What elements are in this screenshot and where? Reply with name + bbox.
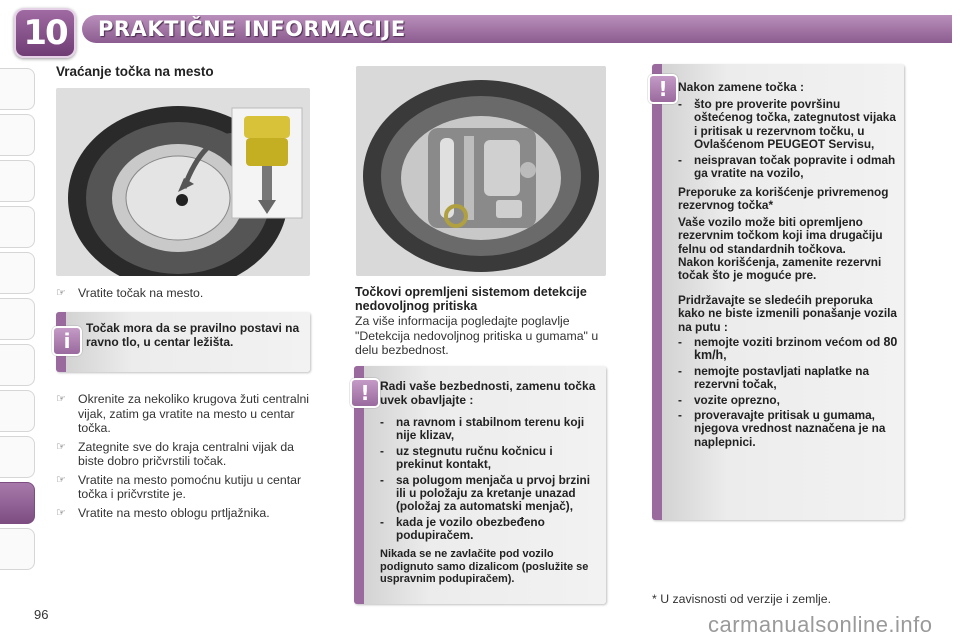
- spare-wheel-image: [56, 88, 310, 276]
- temp-spare-para-3: Pridržavajte se sledećih preporuka kako ne biste izmenili ponašanje vozila na putu :: [678, 293, 897, 334]
- list-item: ☞ Vratite na mesto oblogu prtljažnika.: [56, 505, 270, 520]
- safety-warning-footer: Nikada se ne zavlačite pod vozilo podignuto samo dizalicom (poslužite se uspravnim podupiračem).: [380, 548, 589, 586]
- chapter-badge: 10: [14, 8, 76, 58]
- bullet-icon: ☞: [56, 473, 66, 486]
- list-item: - proveravajte pritisak u gumama, njegova vrednost naznačena je na naplepnici.: [678, 408, 886, 449]
- safety-warning-title: Radi vaše bezbednosti, zamenu točka uvek obavljajte :: [380, 379, 596, 407]
- info-icon: i: [52, 326, 82, 356]
- temp-spare-para-1: Vaše vozilo može biti opremljeno rezervnim točkom koji ima drugačiju felnu od standardnih točkova.: [678, 215, 883, 256]
- safety-warning-box: [354, 366, 606, 604]
- side-tab[interactable]: [0, 344, 35, 386]
- bullet-icon: ☞: [56, 440, 66, 453]
- bullet-refit-wheel: ☞ Vratite točak na mesto.: [56, 286, 204, 300]
- side-tab-active[interactable]: [0, 482, 35, 524]
- section-title-pressure-detection: Točkovi opremljeni sistemom detekcije nedovoljnog pritiska: [355, 285, 587, 313]
- list-item: - neispravan točak popravite i odmah ga vratite na vozilo,: [678, 152, 896, 181]
- list-item: ☞ Okrenite za nekoliko krugova žuti centralni vijak, zatim ga vratite na mesto u centar točka.: [56, 392, 310, 435]
- wheel-tools-illustration: [356, 66, 606, 276]
- list-item: ☞ Zategnite sve do kraja centralni vijak da biste dobro pričvrstili točak.: [56, 439, 294, 468]
- page-number: 96: [34, 607, 49, 622]
- side-tab[interactable]: [0, 252, 35, 294]
- spare-wheel-illustration: [56, 88, 310, 276]
- list-item: ☞ Vratite na mesto pomoćnu kutiju u centar točka i pričvrstite je.: [56, 472, 302, 501]
- warning-icon: !: [350, 378, 380, 408]
- procedure-list: [56, 392, 311, 520]
- section-title-wheel-refit: Vraćanje točka na mesto: [56, 64, 214, 79]
- info-box: [56, 312, 310, 372]
- side-tab[interactable]: [0, 436, 35, 478]
- bullet-icon: ☞: [56, 287, 66, 299]
- list-item: - što pre proverite površinu oštećenog točka, zategnutost vijaka i pritisak u rezervnom točku, u Ovlašćenom PEUGEOT Servisu,: [678, 97, 896, 152]
- speed-limit: 80 km/h: [694, 335, 898, 363]
- bullet-icon: ☞: [56, 506, 66, 519]
- watermark: carmanualsonline.info: [708, 612, 933, 637]
- list-item: - uz stegnutu ručnu kočnicu i prekinut kontakt,: [380, 443, 553, 472]
- after-change-title: Nakon zamene točka :: [678, 80, 805, 94]
- bullet-icon: ☞: [56, 393, 66, 405]
- after-change-list: [678, 98, 900, 180]
- temp-spare-subtitle: Preporuke za korišćenje privremenog rezervnog točka*: [678, 185, 889, 213]
- driving-recommendations-list: [678, 336, 900, 449]
- safety-warning-list: [380, 416, 602, 543]
- side-tab[interactable]: [0, 160, 35, 202]
- side-tab[interactable]: [0, 298, 35, 340]
- list-item: - vozite oprezno,: [678, 392, 780, 407]
- list-item: - nemojte postavljati naplatke na rezervni točak,: [678, 363, 870, 392]
- side-tab[interactable]: [0, 390, 35, 432]
- pressure-detection-text: Za više informacija pogledajte poglavlje "Detekcija nedovoljnog pritiska u gumama" u delu bezbednost.: [355, 314, 599, 357]
- side-tab[interactable]: [0, 528, 35, 570]
- side-tab[interactable]: [0, 68, 35, 110]
- footnote: * U zavisnosti od verzije i zemlje.: [652, 592, 832, 606]
- list-item: - kada je vozilo obezbeđeno podupiračem.: [380, 514, 545, 543]
- list-item: - sa polugom menjača u prvoj brzini ili u položaju za kretanje unazad (položaj za automatski menjač),: [380, 472, 591, 514]
- side-tab[interactable]: [0, 114, 35, 156]
- spare-wheel-tools-image: [356, 66, 606, 276]
- temp-spare-para-2: Nakon korišćenja, zamenite rezervni točak što je moguće pre.: [678, 255, 882, 283]
- list-item: - nemojte voziti brzinom većom od 80 km/h,: [678, 335, 898, 363]
- warning-icon: !: [648, 74, 678, 104]
- side-tab[interactable]: [0, 206, 35, 248]
- list-item: - na ravnom i stabilnom terenu koji nije klizav,: [380, 415, 585, 443]
- after-change-warning-box: [652, 64, 904, 520]
- page-title: PRAKTIČNE INFORMACIJE: [98, 17, 406, 41]
- info-box-text: Točak mora da se pravilno postavi na ravno tlo, u centar ležišta.: [86, 321, 300, 349]
